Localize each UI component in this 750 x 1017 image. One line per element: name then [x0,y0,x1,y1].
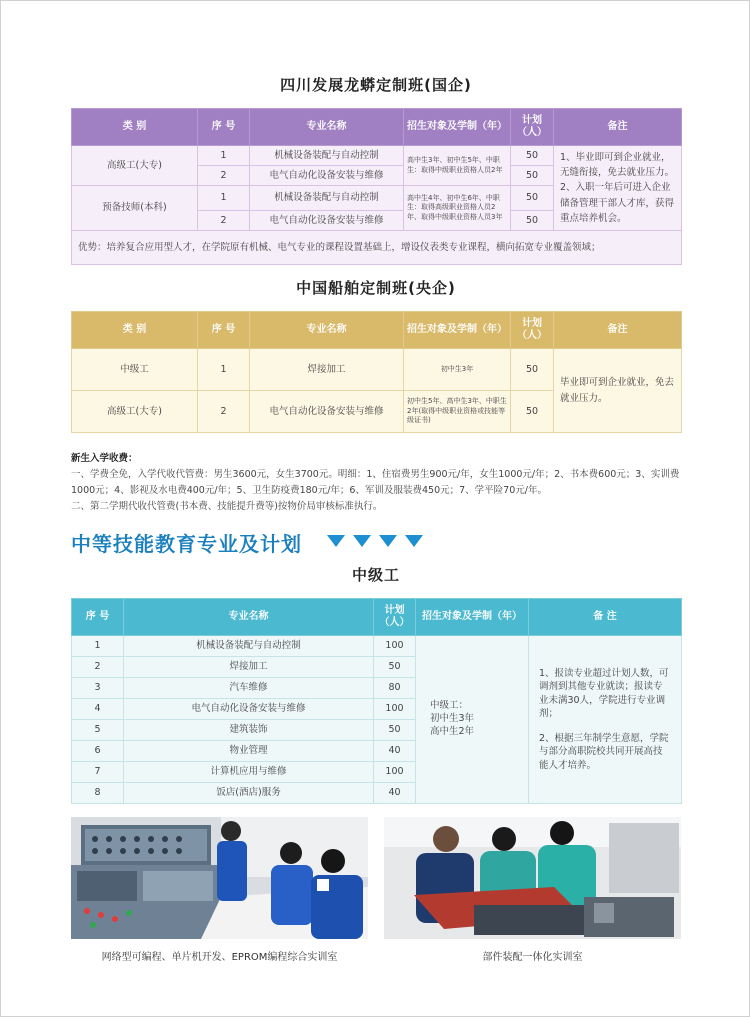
plan-cell: 50 [374,720,416,741]
advantage-row [72,230,682,264]
section3-subtitle: 中级工 [351,566,400,584]
fees-line: 一、学费全免，入学代收代管费：男生3600元，女生3700元。明细：1、住宿费男生900元/年，女生1000元/年；2、书本费600元；3、实训费1000元；4、影视及水电费400元/年；5、卫生防疫费180元/年；6、军训及服装费450元；7、学平险70元/年。 [71,469,680,496]
major-cell: 机械设备装配与自动控制 [250,146,404,166]
requirement-cell [416,636,529,804]
triangle-icon [327,535,345,547]
major-cell: 焊接加工 [124,657,374,678]
no-cell: 2 [198,166,250,186]
lab-photo-image [71,817,368,939]
no-cell: 1 [198,349,250,391]
requirement-cell: 初中生3年 [404,349,511,391]
triangle-icon [379,535,397,547]
col-header: 类 别 [72,109,198,146]
advantage-text: 优势：培养复合应用型人才，在学院原有机械、电气专业的课程设置基础上，增设仪表类专业课程，横向拓宽专业覆盖领域； [72,230,682,264]
col-header: 专业名称 [250,109,404,146]
table-header-row [72,312,682,349]
plan-cell: 50 [511,146,554,166]
major-cell: 电气自动化设备安装与维修 [250,166,404,186]
no-cell: 2 [72,657,124,678]
no-cell: 8 [72,783,124,804]
major-cell: 机械设备装配与自动控制 [250,186,404,211]
plan-cell: 50 [511,186,554,211]
plan-cell: 50 [511,349,554,391]
fees-line: 二、第二学期代收代管费(书本费、技能提升费等)按物价局审核标准执行。 [71,501,383,512]
category-cell: 高级工(大专) [72,146,198,186]
no-cell: 1 [198,146,250,166]
requirement-cell: 初中生5年、高中生3年、中职生2年(取得中级职业资格或技能等级证书) [404,391,511,433]
requirement-cell: 高中生4年、初中生6年、中职生：取得高级职业资格人员2年、取得中级职业资格人员3年 [404,186,511,231]
col-header: 计划（人） [511,109,554,146]
plan-cell: 50 [374,657,416,678]
lab-photo-image [384,817,681,939]
plan-cell: 100 [374,636,416,657]
major-cell: 焊接加工 [250,349,404,391]
section2-title: 中国船舶定制班(央企) [296,279,456,297]
no-cell: 1 [72,636,124,657]
no-cell: 2 [198,210,250,230]
triangle-decoration [327,535,423,547]
col-header: 序 号 [72,599,124,636]
plan-cell: 40 [374,741,416,762]
major-cell: 建筑装饰 [124,720,374,741]
note-cell: 1、毕业即可到企业就业，无缝衔接，免去就业压力。2、入职一年后可进入企业储备管理干部人才库，获得重点培养机会。 [554,146,682,231]
plan-cell: 100 [374,699,416,720]
plan-cell: 40 [374,783,416,804]
photo-caption: 部件装配一体化实训室 [482,952,583,963]
col-header: 备 注 [529,599,682,636]
plan-cell: 50 [511,210,554,230]
no-cell: 4 [72,699,124,720]
col-header: 计划（人） [511,312,554,349]
col-header: 备注 [554,109,682,146]
section3-heading: 中等技能教育专业及计划 [71,532,302,556]
plan-cell: 80 [374,678,416,699]
category-cell: 中级工 [72,349,198,391]
triangle-icon [353,535,371,547]
no-cell: 6 [72,741,124,762]
table-header-row [72,109,682,146]
col-header: 专业名称 [250,312,404,349]
note-cell: 毕业即可到企业就业，免去就业压力。 [554,349,682,433]
table-row [72,636,682,657]
requirement-line: 高中生2年 [430,725,475,737]
no-cell: 1 [198,186,250,211]
major-cell: 电气自动化设备安装与维修 [250,391,404,433]
col-header: 专业名称 [124,599,374,636]
major-cell: 汽车维修 [124,678,374,699]
major-cell: 物业管理 [124,741,374,762]
col-header: 序 号 [198,312,250,349]
fees-block [71,451,686,515]
col-header: 类 别 [72,312,198,349]
table-row [72,146,682,166]
note-line: 1、报读专业超过计划人数，可调剂到其他专业就读；报读专业未满30人，学院进行专业调剂； [539,667,669,719]
plan-cell: 100 [374,762,416,783]
section1-title: 四川发展龙蟒定制班(国企) [280,76,472,94]
no-cell: 7 [72,762,124,783]
plan-cell: 50 [511,391,554,433]
major-cell: 饭店(酒店)服务 [124,783,374,804]
plan-cell: 50 [511,166,554,186]
no-cell: 3 [72,678,124,699]
no-cell: 5 [72,720,124,741]
col-header: 招生对象及学制（年） [404,109,511,146]
note-cell [529,636,682,804]
lab-photo-electronics [71,817,368,939]
triangle-icon [405,535,423,547]
col-header: 序 号 [198,109,250,146]
major-cell: 电气自动化设备安装与维修 [250,210,404,230]
requirement-cell: 高中生3年、初中生5年、中职生：取得中级职业资格人员2年 [404,146,511,186]
col-header: 备注 [554,312,682,349]
table-row [72,349,682,391]
requirement-line: 初中生3年 [430,713,475,725]
major-cell: 机械设备装配与自动控制 [124,636,374,657]
requirement-line: 中级工： [430,700,469,712]
category-cell: 高级工(大专) [72,391,198,433]
major-cell: 计算机应用与维修 [124,762,374,783]
no-cell: 2 [198,391,250,433]
note-line: 2、根据三年制学生意愿，学院与部分高职院校共同开展高技能人才培养。 [539,733,669,771]
photo-caption: 网络型可编程、单片机开发、EPROM编程综合实训室 [101,952,338,963]
table-header-row [72,599,682,636]
col-header: 计划（人） [374,599,416,636]
category-cell: 预备技师(本科) [72,186,198,231]
section1-table [71,108,682,265]
lab-photo-assembly [384,817,681,939]
major-cell: 电气自动化设备安装与维修 [124,699,374,720]
col-header: 招生对象及学制（年） [404,312,511,349]
fees-title: 新生入学收费： [71,453,138,464]
section3-table [71,598,682,804]
section2-table [71,311,682,433]
col-header: 招生对象及学制（年） [416,599,529,636]
